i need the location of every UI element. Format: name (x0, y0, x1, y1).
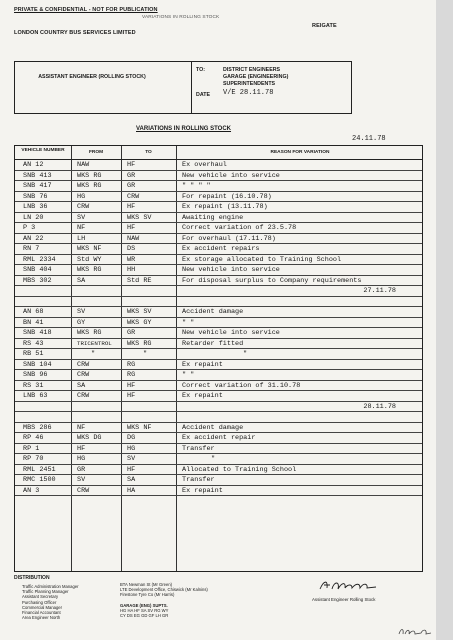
table-header (15, 146, 422, 160)
table-row (15, 423, 422, 434)
table-row (15, 192, 422, 203)
table-row (15, 486, 422, 497)
table-date-row (15, 286, 422, 297)
cell-reason: Accident damage (182, 423, 244, 432)
distribution-item: GARAGE (ENG) SUPTS. (120, 602, 168, 608)
cell-from: CRW (77, 203, 90, 211)
cell-to: HF (127, 392, 136, 400)
table-row (15, 213, 422, 224)
cell-to: WKS SV (127, 213, 152, 222)
cell-from: NAW (77, 161, 90, 169)
distribution-item: Purchasing Officer (22, 599, 57, 605)
cell-from: NF (77, 423, 86, 432)
cell-reason: " " (182, 371, 195, 379)
distribution-item: BTA Newman St (Mr Green) (120, 582, 173, 587)
handwritten-signature (318, 578, 378, 592)
table-row (15, 276, 422, 287)
cell-reason: For overhaul (17.11.78) (182, 234, 276, 243)
cell-vehicle: RP 46 (23, 434, 44, 442)
cell-to: RG (127, 371, 136, 379)
document-reference: VARIATIONS IN ROLLING STOCK (142, 15, 220, 20)
cell-to: WKS RG (127, 339, 152, 348)
cell-from: CRW (77, 392, 90, 400)
table-row (15, 255, 422, 266)
cell-reason: Ex accident repairs (182, 245, 260, 253)
cell-vehicle: RS 31 (23, 381, 44, 390)
cell-reason: Correct variation of 31.10.78 (182, 381, 301, 390)
memo-to-line-3: SUPERINTENDENTS (223, 81, 276, 87)
cell-vehicle: AN 3 (23, 486, 40, 495)
cell-vehicle: AN 22 (23, 234, 44, 243)
cell-vehicle: RN 7 (23, 245, 40, 253)
cell-vehicle: BN 41 (23, 318, 44, 327)
cell-vehicle: MBS 286 (23, 423, 52, 432)
distribution-item: LTE Development Office, Chiswick (Mr Kalnins) (120, 587, 208, 593)
cell-from: Std WY (77, 255, 102, 264)
distribution-item: Traffic Planning Manager (22, 589, 69, 595)
cell-from: SV (77, 308, 86, 316)
cell-to: GR (127, 329, 136, 337)
cell-reason: New vehicle into service (182, 171, 280, 180)
header-from: FROM (88, 150, 104, 155)
cell-vehicle: RML 2334 (23, 255, 56, 264)
memo-to-line-2: GARAGE (ENGINEERING) (223, 74, 289, 80)
distribution-item: CY DS EG GD GF LH GR (120, 613, 169, 619)
cell-reason: New vehicle into service (182, 329, 280, 337)
table-row (15, 381, 422, 392)
memo-header-box (14, 61, 352, 114)
cell-to: RG (127, 360, 136, 369)
cell-to: HF (127, 224, 136, 232)
cell-reason: Ex repaint (182, 392, 223, 400)
cell-from: GR (77, 465, 86, 474)
cell-from: " (91, 350, 96, 358)
date-row-2: 27.11.78 (363, 287, 396, 295)
cell-from: SA (77, 381, 86, 390)
distribution-title: DISTRIBUTION (14, 575, 50, 581)
cell-to: " (143, 350, 148, 358)
cell-reason: " (243, 350, 248, 358)
cell-reason: " " (182, 318, 195, 327)
cell-vehicle: RP 1 (23, 444, 40, 453)
cell-from: CRW (77, 360, 90, 369)
cell-from: SV (77, 476, 86, 484)
cell-to: HF (127, 465, 136, 474)
distribution-item: Assistant Secretary (22, 594, 59, 600)
cell-vehicle: SNB 404 (23, 266, 52, 274)
cell-reason: New vehicle into service (182, 266, 280, 274)
table-row (15, 370, 422, 381)
variations-table (14, 145, 423, 572)
cell-vehicle: AN 12 (23, 161, 44, 169)
header-reason: REASON FOR VARIATION (270, 150, 330, 155)
table-row (15, 160, 422, 171)
table-row (15, 223, 422, 234)
cell-from: GY (77, 318, 86, 327)
cell-from: WKS NF (77, 245, 102, 253)
cell-to: DG (127, 434, 136, 442)
cell-vehicle: SNB 418 (23, 329, 52, 337)
cell-vehicle: AN 68 (23, 308, 44, 316)
cell-to: WKS GY (127, 318, 152, 327)
date-row-3: 28.11.78 (363, 402, 396, 411)
cell-reason: Ex overhaul (182, 161, 227, 169)
memo-date-value: V/E 28.11.78 (223, 89, 274, 97)
distribution-list-right (120, 582, 208, 618)
distribution-item: Financial Accountant (22, 610, 61, 616)
distribution-item: Commercial Manager (22, 604, 63, 610)
table-blank-row (15, 297, 422, 308)
distribution-item: Firestone Tyre Co (Mr Harris) (120, 592, 175, 598)
table-row (15, 349, 422, 360)
cell-to: WKS NF (127, 423, 152, 432)
cell-vehicle: SNB 96 (23, 371, 48, 379)
cell-to: HF (127, 161, 136, 169)
cell-to: HA (127, 486, 136, 495)
cell-vehicle: RML 2451 (23, 465, 56, 474)
table-row (15, 318, 422, 329)
memo-to-label: TO: (196, 67, 206, 73)
cell-reason: Ex repaint (182, 486, 223, 495)
cell-from: HG (77, 192, 86, 201)
cell-to: WKS SV (127, 308, 152, 316)
cell-to: DS (127, 245, 136, 253)
cell-to: HF (127, 381, 136, 390)
memo-date-label: DATE (196, 92, 211, 98)
table-row (15, 465, 422, 476)
table-row (15, 171, 422, 182)
cell-to: SV (127, 455, 136, 463)
cell-vehicle: SNB 76 (23, 192, 48, 201)
table-row (15, 244, 422, 255)
cell-from: LH (77, 234, 86, 243)
cell-to: GR (127, 182, 136, 190)
table-row (15, 234, 422, 245)
cell-reason: Allocated to Training School (182, 465, 297, 474)
cell-vehicle: MBS 302 (23, 276, 52, 285)
cell-reason: Ex repaint (13.11.78) (182, 203, 268, 211)
table-row (15, 339, 422, 350)
cell-vehicle: P 3 (23, 224, 36, 232)
cell-to: SA (127, 476, 136, 484)
cell-from: TRICENTROL (77, 339, 112, 347)
cell-to: Std RE (127, 276, 152, 285)
cell-vehicle: LN 20 (23, 213, 44, 222)
table-row (15, 454, 422, 465)
cell-reason: Transfer (182, 476, 215, 484)
cell-reason: Ex storage allocated to Training School (182, 255, 342, 264)
distribution-item: HG HA HF SA SV RG WY (120, 608, 169, 614)
cell-from: WKS RG (77, 329, 102, 337)
cell-vehicle: SNB 104 (23, 360, 52, 369)
cell-from: WKS RG (77, 266, 102, 274)
table-row (15, 265, 422, 276)
cell-to: GR (127, 171, 136, 180)
cell-to: WR (127, 255, 136, 264)
cell-vehicle: RMC 1500 (23, 476, 56, 484)
scan-margin (436, 0, 453, 640)
distribution-item: Traffic Administration Manager (22, 584, 79, 589)
cell-from: SV (77, 213, 86, 222)
company-name: LONDON COUNTRY BUS SERVICES LIMITED (14, 30, 136, 36)
cell-reason: Transfer (182, 444, 215, 453)
cell-to: CRW (127, 192, 140, 201)
table-row (15, 444, 422, 455)
table-row (15, 307, 422, 318)
location-label: REIGATE (312, 23, 337, 29)
cell-vehicle: LNB 36 (23, 203, 48, 211)
cell-reason: For disposal surplus to Company requirements (182, 276, 362, 285)
table-row (15, 181, 422, 192)
cell-reason: " " " " (182, 182, 211, 190)
distribution-list-left (22, 584, 79, 620)
cell-to: HG (127, 444, 136, 453)
classification-label: PRIVATE & CONFIDENTIAL - NOT FOR PUBLICATION (14, 7, 158, 13)
table-row (15, 328, 422, 339)
table-blank-row (15, 412, 422, 423)
header-to: TO (145, 150, 152, 155)
handwritten-initials (397, 626, 433, 636)
signatory-title: Assistant Engineer Rolling Stock (312, 597, 376, 602)
cell-reason: " (211, 455, 216, 463)
cell-from: CRW (77, 371, 90, 379)
cell-reason: Ex accident repair (182, 434, 256, 442)
cell-from: HF (77, 444, 86, 453)
date-row-1: 24.11.78 (352, 135, 386, 143)
memo-from: ASSISTANT ENGINEER (ROLLING STOCK) (38, 74, 146, 80)
cell-vehicle: RS 43 (23, 339, 44, 348)
cell-vehicle: SNB 417 (23, 182, 52, 190)
cell-from: WKS RG (77, 171, 102, 180)
cell-vehicle: LNB 63 (23, 392, 48, 400)
table-row (15, 433, 422, 444)
memo-divider (191, 62, 192, 113)
table-row (15, 202, 422, 213)
cell-from: NF (77, 224, 86, 232)
cell-reason: For repaint (16.10.78) (182, 192, 272, 201)
cell-from: HG (77, 455, 86, 463)
cell-reason: Awaiting engine (182, 213, 244, 222)
cell-reason: Correct variation of 23.5.78 (182, 224, 297, 232)
table-row (15, 391, 422, 402)
cell-to: NAW (127, 234, 140, 243)
cell-to: HH (127, 266, 136, 274)
cell-vehicle: RP 70 (23, 455, 44, 463)
distribution-item: Area Engineer North (22, 615, 61, 621)
header-vehicle: VEHICLE NUMBER (21, 148, 65, 153)
cell-from: CRW (77, 486, 90, 495)
document-title: VARIATIONS IN ROLLING STOCK (136, 126, 232, 132)
cell-reason: Retarder fitted (182, 339, 244, 348)
cell-to: HF (127, 203, 136, 211)
table-row (15, 360, 422, 371)
cell-reason: Ex repaint (182, 360, 223, 369)
cell-reason: Accident damage (182, 308, 244, 316)
cell-from: SA (77, 276, 86, 285)
cell-from: WKS DG (77, 434, 102, 442)
table-row (15, 475, 422, 486)
memo-to-line-1: DISTRICT ENGINEERS (223, 67, 281, 73)
cell-vehicle: RB 51 (23, 350, 44, 358)
cell-vehicle: SNB 413 (23, 171, 52, 180)
cell-from: WKS RG (77, 182, 102, 190)
table-date-row (15, 402, 422, 413)
